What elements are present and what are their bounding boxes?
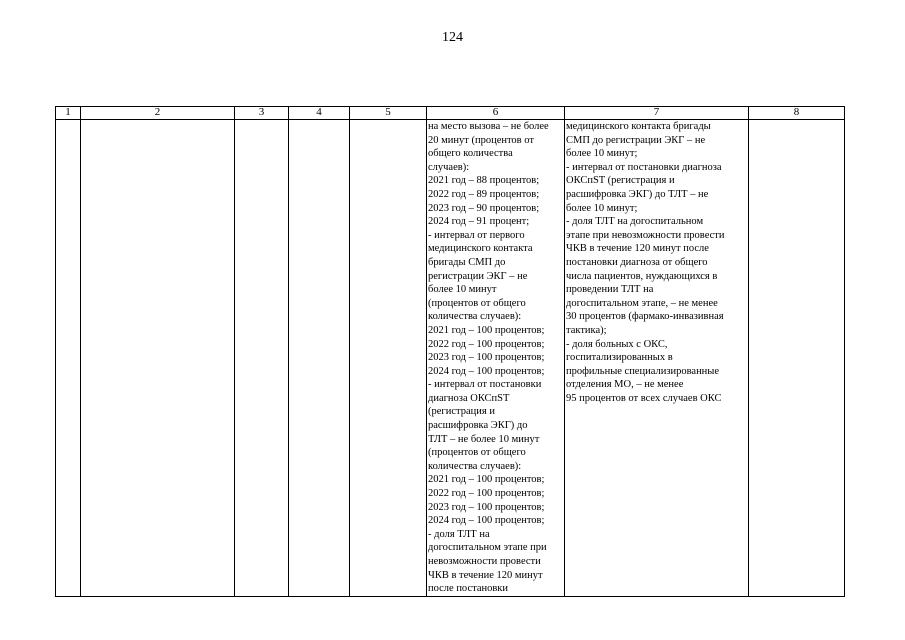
cell-col-8	[749, 120, 845, 597]
column-header-6: 6	[427, 107, 565, 120]
col7-text	[565, 120, 748, 405]
text-line: - доля больных с ОКС,	[566, 338, 668, 350]
text-line: (регистрация и	[428, 406, 495, 418]
text-line: количества случаев):	[428, 460, 522, 472]
text-line: этапе при невозможности провести	[566, 229, 725, 241]
text-line: догоспитальном этапе, – не менее	[566, 297, 718, 309]
column-header-1: 1	[56, 107, 81, 120]
text-line: общего количества	[428, 148, 513, 160]
text-line: проведении ТЛТ на	[566, 284, 654, 296]
text-line: более 10 минут;	[566, 148, 638, 160]
text-line: профильные специализированные	[566, 365, 720, 377]
text-line: диагноза ОКСпST	[428, 392, 510, 404]
column-header-3: 3	[235, 107, 289, 120]
table-header-row	[56, 107, 845, 120]
text-line: - интервал от постановки диагноза	[566, 161, 722, 173]
text-line: ЧКВ в течение 120 минут	[428, 569, 543, 581]
cell-col-7	[565, 120, 749, 597]
text-line: постановки диагноза от общего	[566, 256, 708, 268]
text-line: после постановки	[428, 583, 509, 595]
table-row	[56, 120, 845, 597]
column-header-7: 7	[565, 107, 749, 120]
text-line: СМП до регистрации ЭКГ – не	[566, 134, 706, 146]
text-line: 2023 год – 100 процентов;	[428, 501, 545, 513]
text-line: невозможности провести	[428, 556, 541, 567]
text-line: 2022 год – 100 процентов;	[428, 488, 545, 500]
text-line: - доля ТЛТ на догоспитальном	[566, 216, 704, 228]
column-header-2: 2	[81, 107, 235, 120]
col6-text	[427, 120, 564, 596]
text-line: 2021 год – 100 процентов;	[428, 474, 545, 486]
text-line: количества случаев):	[428, 311, 522, 323]
page-number: 124	[442, 30, 463, 45]
text-line: 2023 год – 100 процентов;	[428, 352, 545, 364]
text-line: отделения МО, – не менее	[566, 379, 684, 391]
text-line: - доля ТЛТ на	[428, 528, 490, 540]
text-line: 20 минут (процентов от	[428, 134, 534, 146]
text-line: - интервал от первого	[428, 229, 525, 241]
text-line: 2024 год – 100 процентов;	[428, 515, 545, 527]
text-line: 2024 год – 91 процент;	[428, 216, 530, 228]
column-header-4: 4	[289, 107, 350, 120]
cell-col-1	[56, 120, 81, 597]
cell-col-2	[81, 120, 235, 597]
text-line: медицинского контакта бригады	[566, 121, 711, 132]
text-line: на место вызова – не более	[428, 121, 549, 132]
column-header-8: 8	[749, 107, 845, 120]
text-line: 2021 год – 88 процентов;	[428, 175, 540, 187]
text-line: догоспитальном этапе при	[428, 542, 547, 554]
text-line: 2022 год – 89 процентов;	[428, 188, 540, 200]
column-header-5: 5	[350, 107, 427, 120]
text-line: расшифровка ЭКГ) до ТЛТ – не	[566, 188, 709, 200]
text-line: ЧКВ в течение 120 минут после	[566, 243, 709, 255]
text-line: 30 процентов (фармако-инвазивная	[566, 311, 724, 323]
text-line: более 10 минут	[428, 284, 497, 296]
text-line: 2022 год – 100 процентов;	[428, 338, 545, 350]
cell-col-6	[427, 120, 565, 597]
text-line: 2023 год – 90 процентов;	[428, 202, 540, 214]
text-line: госпитализированных в	[566, 352, 673, 364]
text-line: тактика);	[566, 324, 607, 336]
text-line: (процентов от общего	[428, 297, 526, 309]
text-line: ТЛТ – не более 10 минут	[428, 433, 540, 445]
text-line: (процентов от общего	[428, 447, 526, 459]
text-line: бригады СМП до	[428, 256, 506, 268]
text-line: 2024 год – 100 процентов;	[428, 365, 545, 377]
document-table	[55, 106, 845, 597]
text-line: 95 процентов от всех случаев ОКС	[566, 392, 722, 404]
text-line: регистрации ЭКГ – не	[428, 270, 528, 282]
text-line: ОКСпST (регистрация и	[566, 175, 675, 187]
text-line: более 10 минут;	[566, 202, 638, 214]
text-line: случаев):	[428, 161, 470, 173]
cell-col-5	[350, 120, 427, 597]
text-line: расшифровка ЭКГ) до	[428, 420, 528, 432]
text-line: 2021 год – 100 процентов;	[428, 324, 545, 336]
text-line: - интервал от постановки	[428, 379, 542, 391]
text-line: медицинского контакта	[428, 243, 533, 255]
cell-col-4	[289, 120, 350, 597]
text-line: числа пациентов, нуждающихся в	[566, 270, 718, 282]
cell-col-3	[235, 120, 289, 597]
